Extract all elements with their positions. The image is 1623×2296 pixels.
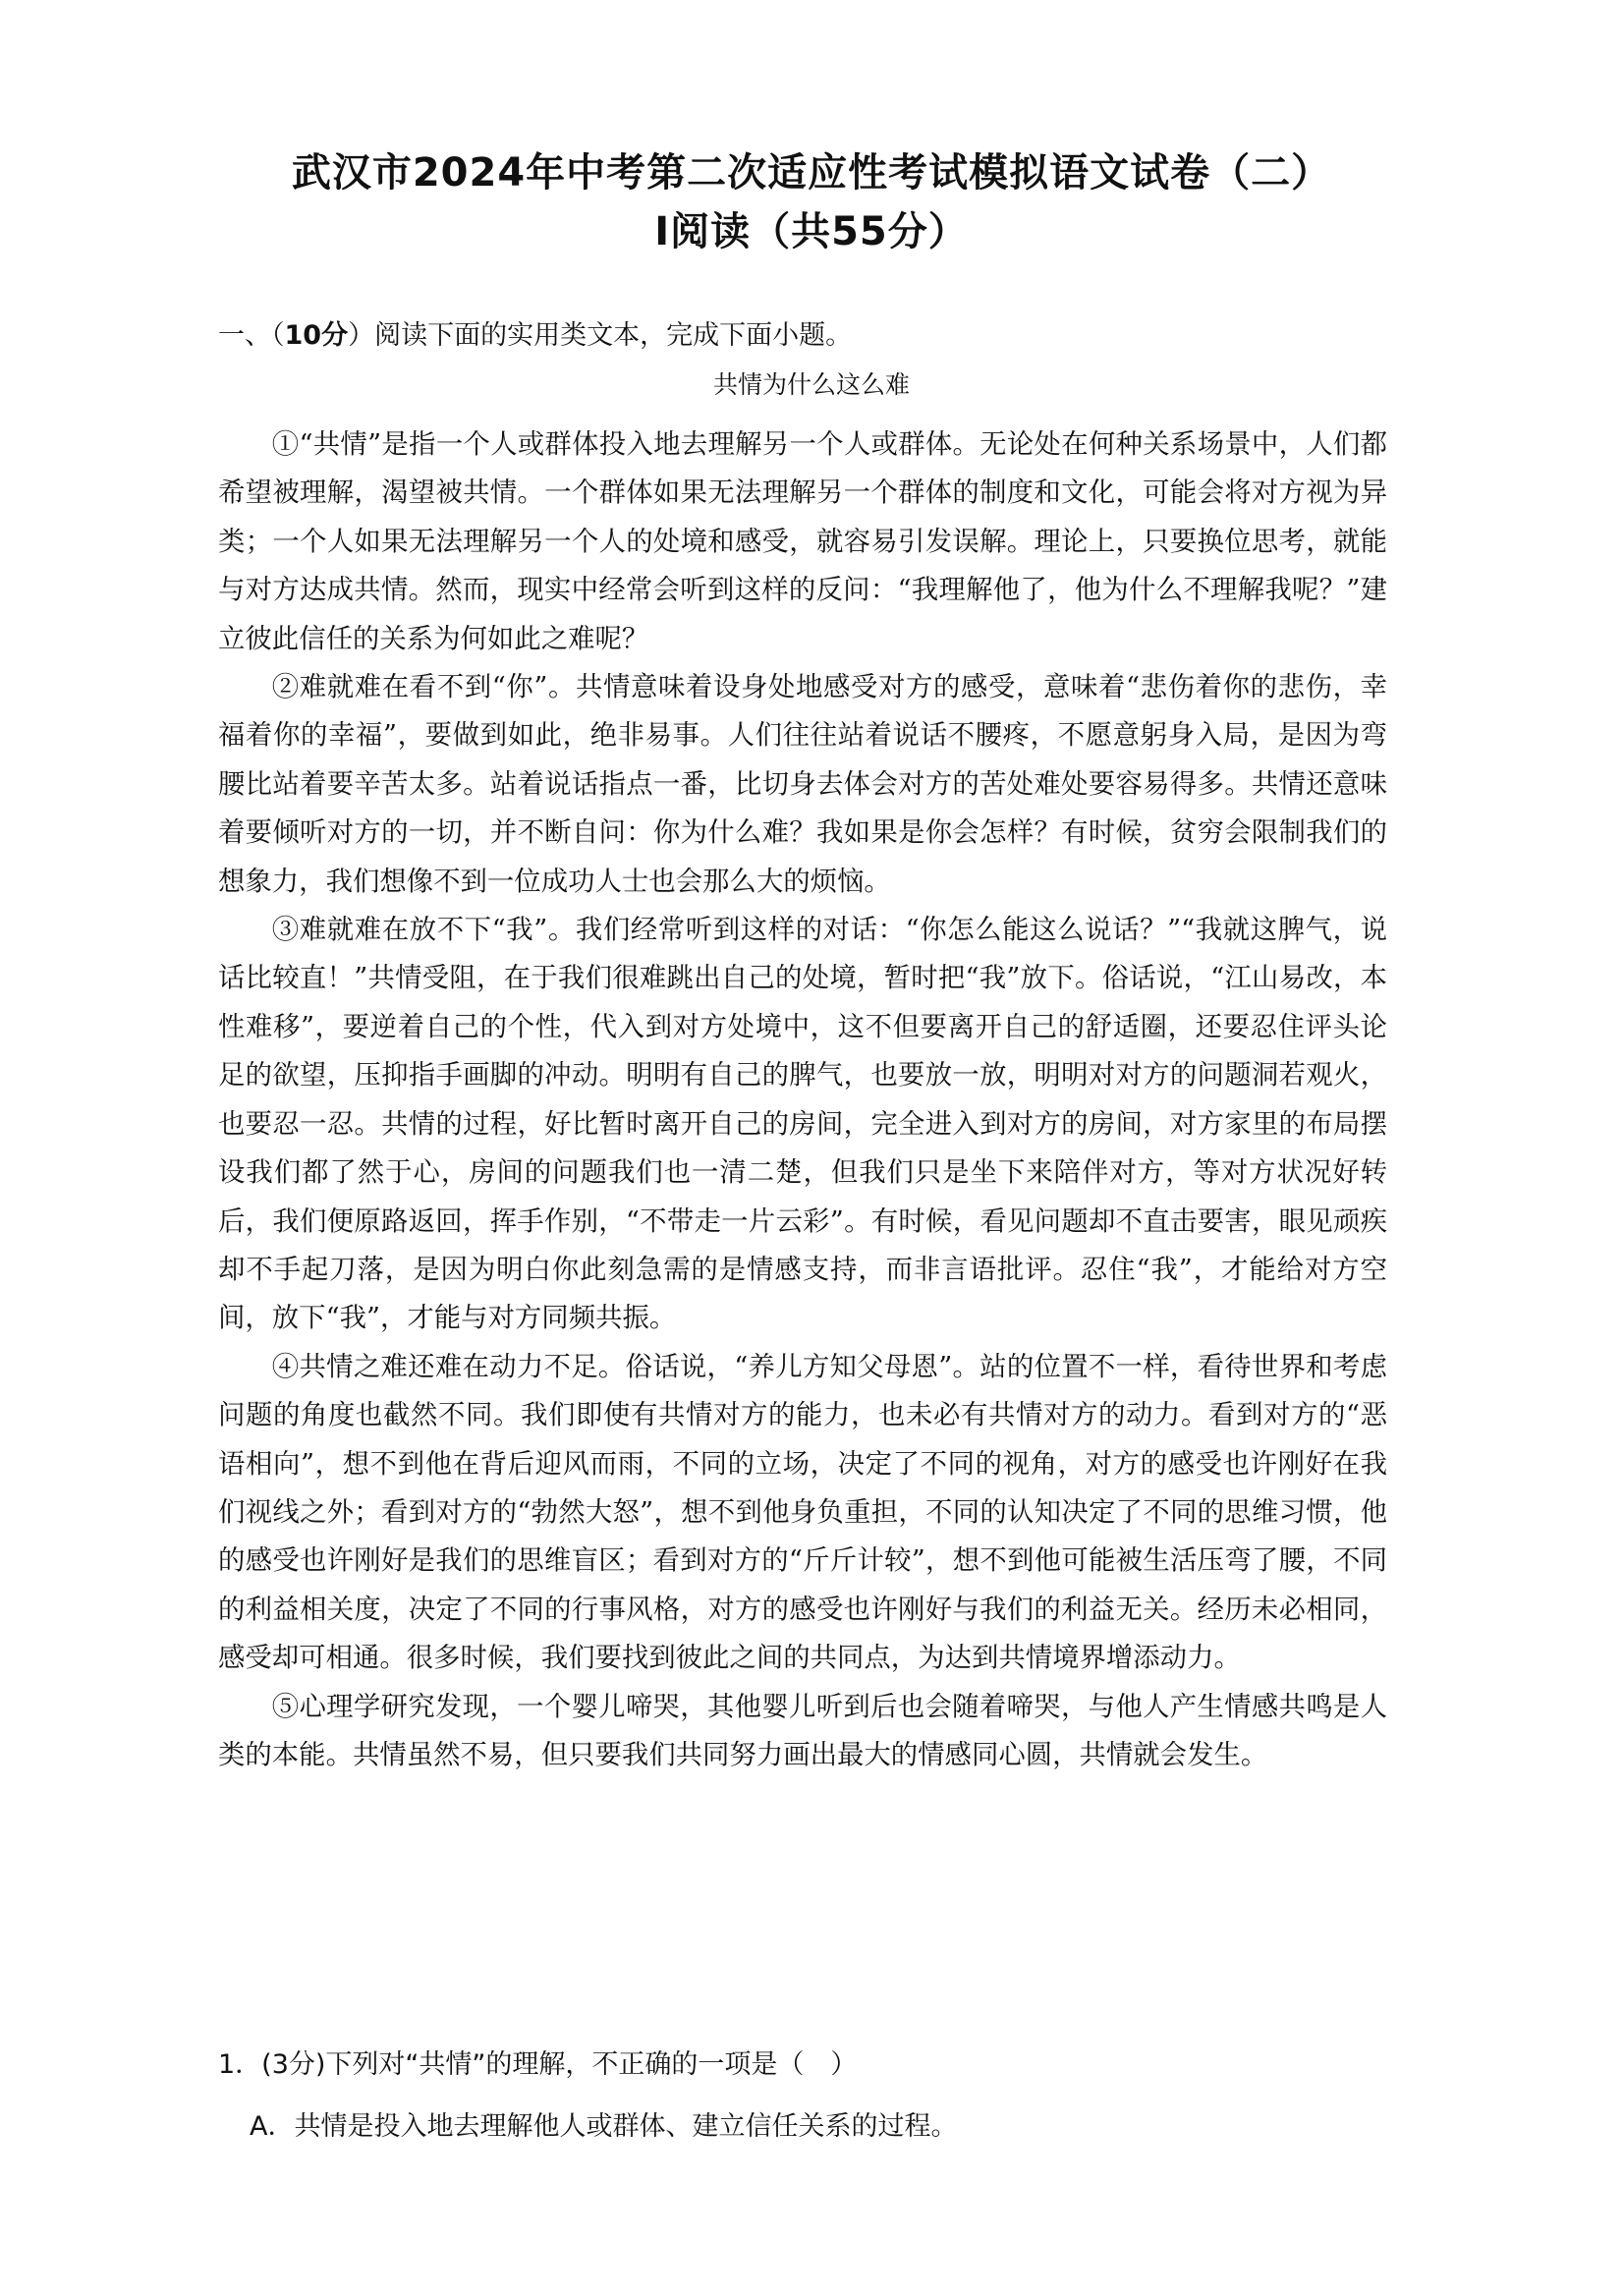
section-title: Ⅰ阅读（共55分） bbox=[654, 209, 969, 254]
question-1-option-a bbox=[250, 2107, 1379, 2147]
heading-instruction: ）阅读下面的实用类文本，完成下面小题。 bbox=[348, 320, 853, 351]
article-paragraph-2: ②难就难在看不到“你”。共情意味着设身处地感受对方的感受，意味着“悲伤着你的悲伤，幸福着你的幸福”，要做到如此，绝非易事。人们往往站着说话不腰疼，不愿意躬身入局，是因为弯腰比站着要辛苦太多。站着说话指点一番，比切身去体会对方的苦处难处要容易得多。共情还意味着要倾听对方的一切，并不断自问：你为什么难？我如果是你会怎样？有时候，贫穷会限制我们的想象力，我们想像不到一位成功人士也会那么大的烦恼。 bbox=[218, 672, 1387, 897]
heading-prefix: 一、（ bbox=[218, 320, 285, 351]
question-group-heading bbox=[218, 316, 852, 356]
article-paragraph-1: ①“共情”是指一个人或群体投入地去理解另一个人或群体。无论处在何种关系场景中，人们都希望被理解，渴望被共情。一个群体如果无法理解另一个群体的制度和文化，可能会将对方视为异类；一个人如果无法理解另一个人的处境和感受，就容易引发误解。理论上，只要换位思考，就能与对方达成共情。然而，现实中经常会听到这样的反问：“我理解他了，他为什么不理解我呢？”建立彼此信任的关系为何如此之难呢？ bbox=[218, 429, 1387, 654]
question-1-stem: 1．(3分)下列对“共情”的理解，不正确的一项是（ ） bbox=[218, 2049, 858, 2080]
option-a-letter: A． bbox=[250, 2111, 295, 2142]
option-a-text: 共情是投入地去理解他人或群体、建立信任关系的过程。 bbox=[294, 2111, 958, 2142]
exam-title: 武汉市2024年中考第二次适应性考试模拟语文试卷（二） bbox=[291, 150, 1332, 196]
article-paragraph-4: ④共情之难还难在动力不足。俗话说，“养儿方知父母恩”。站的位置不一样，看待世界和考虑问题的角度也截然不同。我们即使有共情对方的能力，也未必有共情对方的动力。看到对方的“恶语相向”，想不到他在背后迎风而雨，不同的立场，决定了不同的视角，对方的感受也许刚好在我们视线之外；看到对方的“勃然大怒”，想不到他身负重担，不同的认知决定了不同的思维习惯，他的感受也许刚好是我们的思维盲区；看到对方的“斤斤计较”，想不到他可能被生活压弯了腰，不同的利益相关度，决定了不同的行事风格，对方的感受也许刚好与我们的利益无关。经历未必相同，感受却可相通。很多时候，我们要找到彼此之间的共同点，为达到共情境界增添动力。 bbox=[218, 1351, 1387, 1674]
article-paragraph-5: ⑤心理学研究发现，一个婴儿啼哭，其他婴儿听到后也会随着啼哭，与他人产生情感共鸣是人类的本能。共情虽然不易，但只要我们共同努力画出最大的情感同心圆，共情就会发生。 bbox=[218, 1691, 1387, 1770]
article-title: 共情为什么这么难 bbox=[712, 370, 910, 399]
heading-points: 10分 bbox=[284, 320, 349, 351]
article-body bbox=[218, 420, 1387, 1779]
article-paragraph-3: ③难就难在放不下“我”。我们经常听到这样的对话：“你怎么能这么说话？”“我就这脾气，说话比较直！”共情受阻，在于我们很难跳出自己的处境，暂时把“我”放下。俗话说，“江山易改，本性难移”，要逆着自己的个性，代入到对方处境中，这不但要离开自己的舒适圈，还要忍住评头论足的欲望，压抑指手画脚的冲动。明明有自己的脾气，也要放一放，明明对对方的问题洞若观火，也要忍一忍。共情的过程，好比暂时离开自己的房间，完全进入到对方的房间，对方家里的布局摆设我们都了然于心，房间的问题我们也一清二楚，但我们只是坐下来陪伴对方，等对方状况好转后，我们便原路返回，挥手作别，“不带走一片云彩”。有时候，看见问题却不直击要害，眼见顽疾却不手起刀落，是因为明白你此刻急需的是情感支持，而非言语批评。忍住“我”，才能给对方空间，放下“我”，才能与对方同频共振。 bbox=[218, 915, 1387, 1334]
